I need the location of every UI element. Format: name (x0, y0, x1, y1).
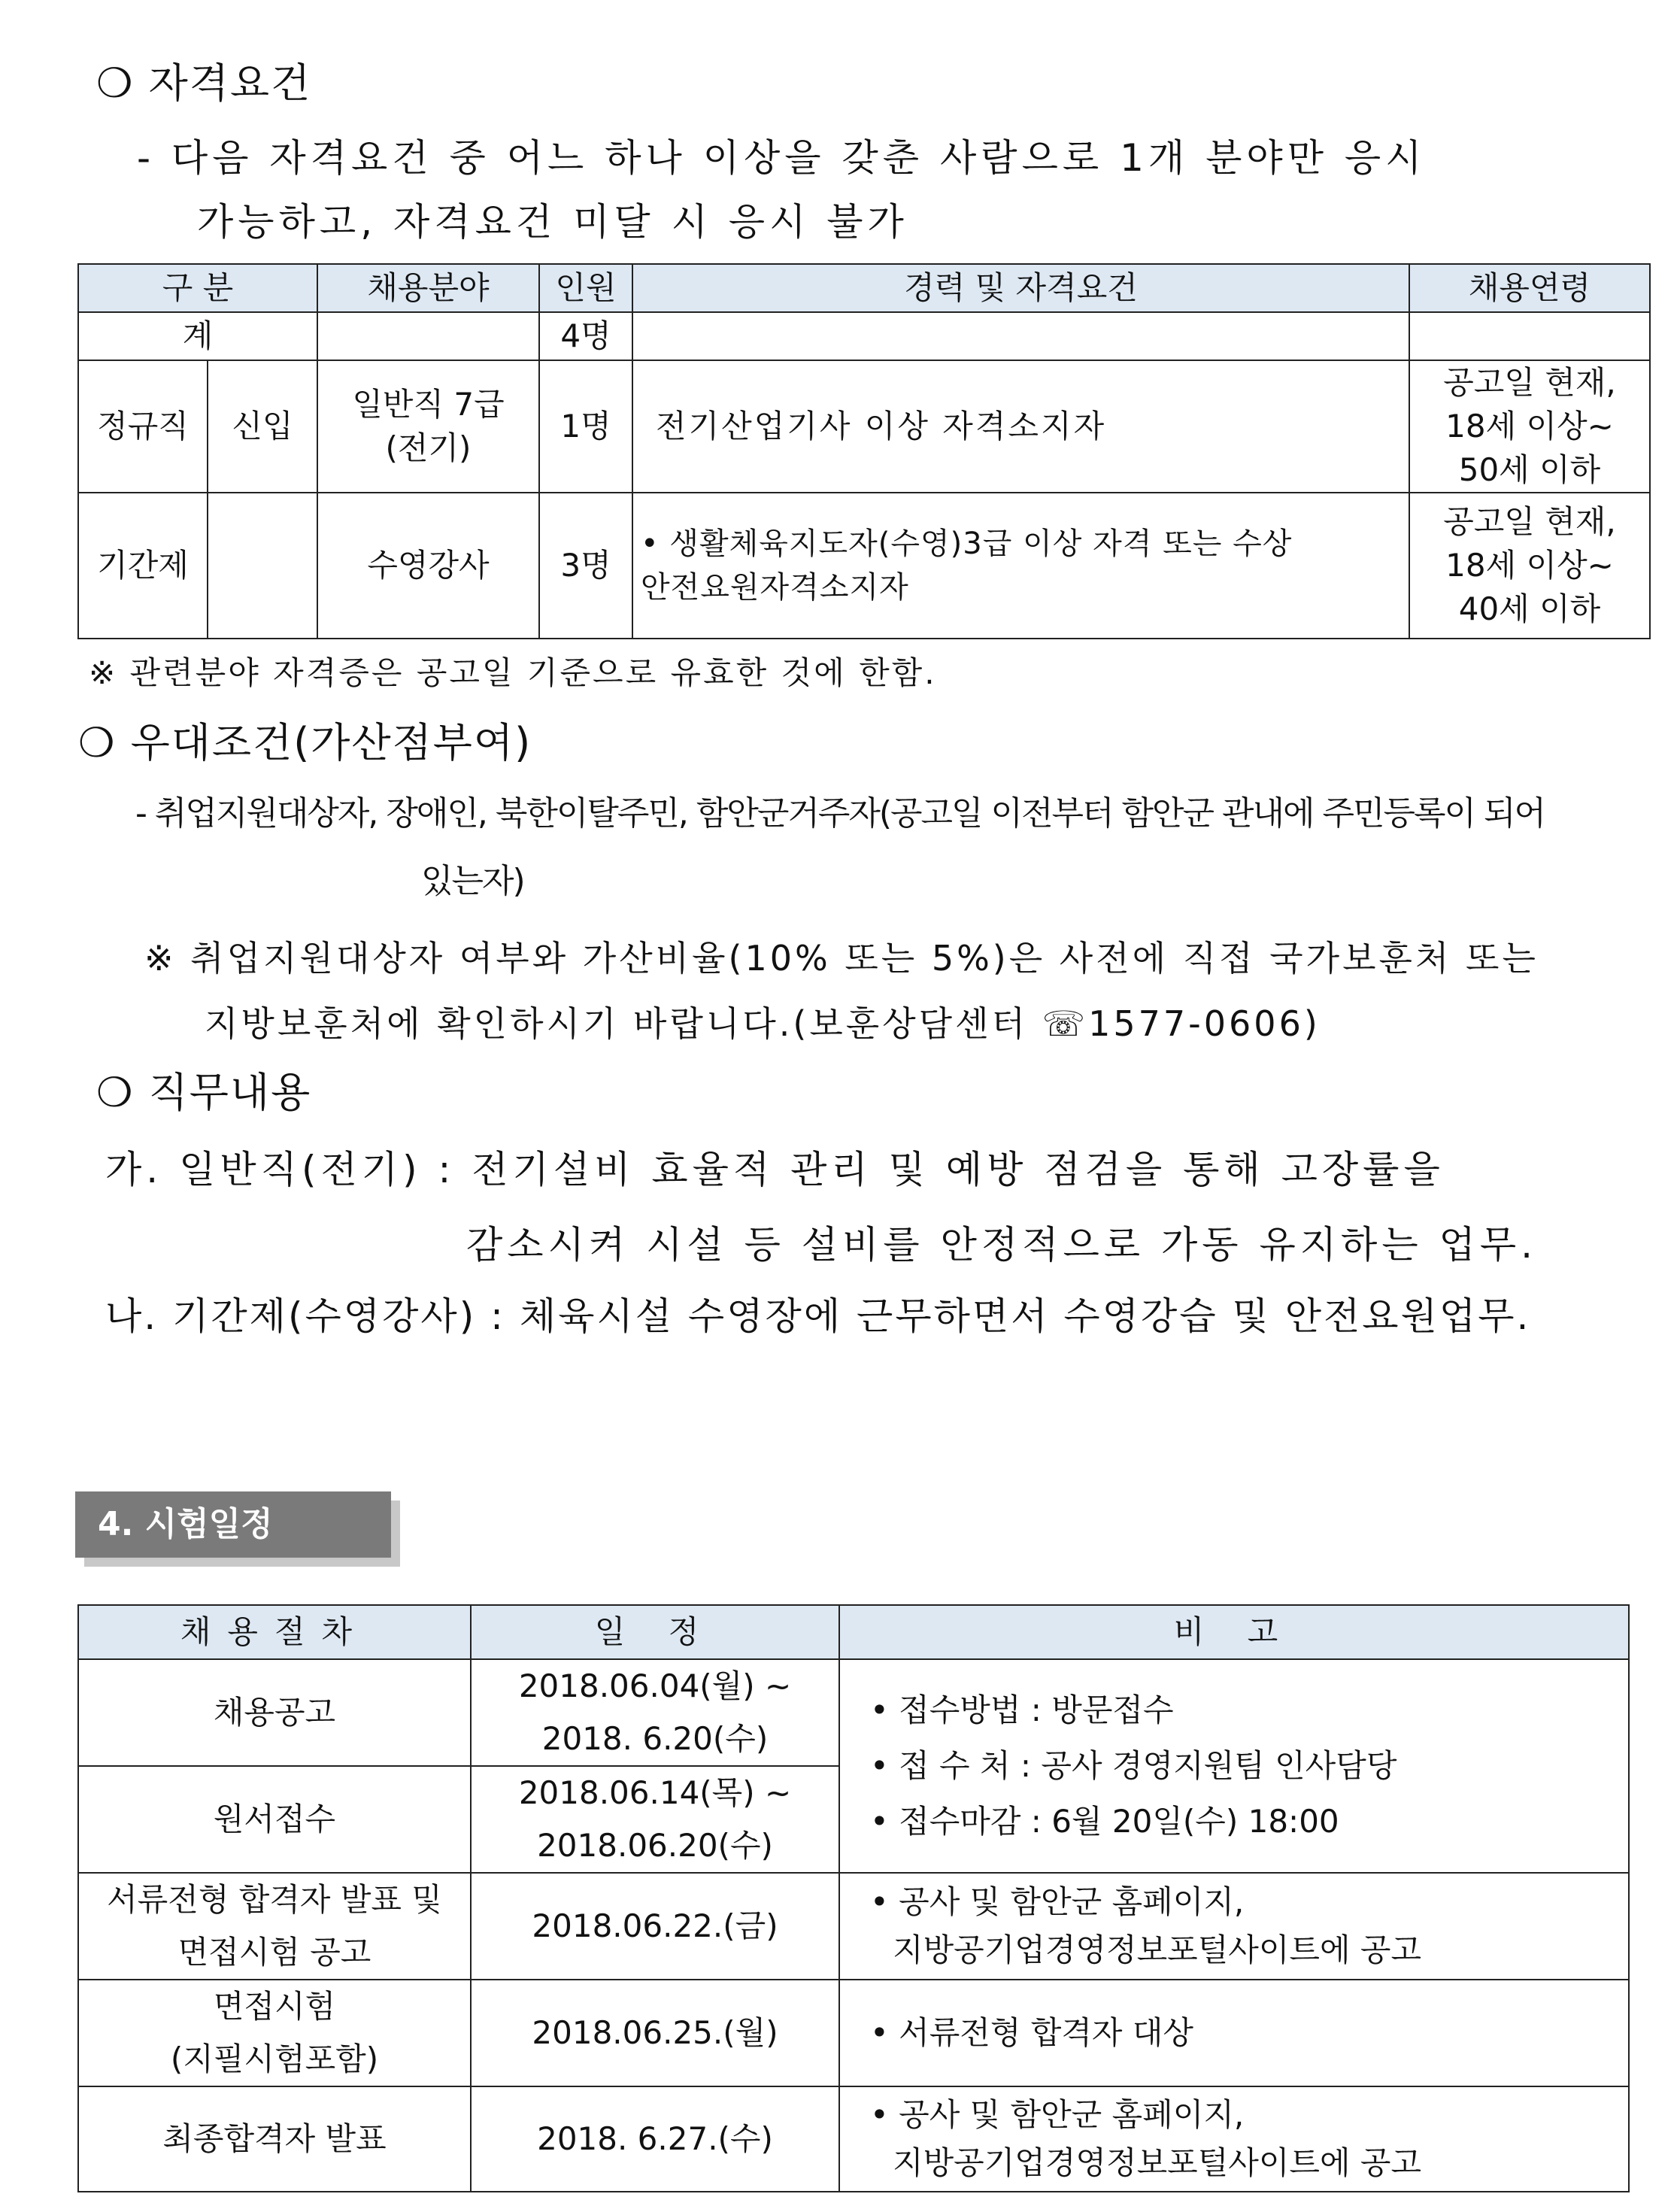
table-row (78, 360, 1650, 493)
schedule-note: • 서류전형 합격자 대상 (839, 1980, 1629, 2086)
schedule-date-line2: 2018. 6.20(수) (541, 1720, 769, 1757)
row-age-line2: 18세 이상~ (1445, 547, 1614, 584)
table-row (78, 1659, 1629, 1766)
schedule-date: 2018.06.22.(금) (471, 1873, 839, 1980)
section-badge-schedule: 4. 시험일정 (75, 1491, 391, 1558)
header-category: 구 분 (78, 264, 317, 312)
schedule-date-line1: 2018.06.14(목) ~ (518, 1774, 792, 1811)
duty-a-line1: 가. 일반직(전기) : 전기설비 효율적 관리 및 예방 점검을 통해 고장률을 (105, 1148, 1445, 1191)
qualification-desc-line1: - 다음 자격요건 중 어느 하나 이상을 갖춘 사람으로 1개 분야만 응시 (137, 136, 1427, 180)
row-sub: 신입 (208, 360, 317, 493)
duty-a-line2: 감소시켜 시설 등 설비를 안정적으로 가동 유지하는 업무. (466, 1223, 1538, 1267)
note-deadline: • 접수마감 : 6월 20일(수) 18:00 (870, 1803, 1339, 1840)
header-count: 인원 (539, 264, 632, 312)
table-row (78, 1873, 1629, 1980)
schedule-note (839, 1873, 1629, 1980)
schedule-step (78, 1873, 471, 1980)
table-note: ※ 관련분야 자격증은 공고일 기준으로 유효한 것에 한함. (89, 654, 937, 691)
qualification-desc-line2: 가능하고, 자격요건 미달 시 응시 불가 (197, 200, 908, 244)
schedule-step-line2: 면접시험 공고 (177, 1934, 371, 1971)
table-row (78, 2086, 1629, 2192)
row-req-line2: 안전요원자격소지자 (641, 570, 909, 605)
schedule-step-line2: (지필시험포함) (170, 2041, 379, 2077)
schedule-note-line2: 지방공기업경영정보포털사이트에 공고 (893, 2144, 1422, 2181)
row-req: 전기산업기사 이상 자격소지자 (632, 360, 1409, 493)
row-age (1409, 493, 1650, 639)
row-field-line1: 일반직 7급 (352, 386, 505, 423)
schedule-note (839, 2086, 1629, 2192)
schedule-date: 2018. 6.27.(수) (471, 2086, 839, 2192)
schedule-step-line1: 면접시험 (213, 1988, 336, 2025)
total-label: 계 (78, 312, 317, 360)
schedule-step: 채용공고 (78, 1659, 471, 1766)
schedule-note-merged (839, 1659, 1629, 1873)
total-count: 4명 (539, 312, 632, 360)
duty-b: 나. 기간제(수영강사) : 체육시설 수영장에 근무하면서 수영강습 및 안전요원업무. (105, 1294, 1531, 1338)
qualification-heading: ❍ 자격요건 (96, 59, 312, 107)
row-age-line1: 공고일 현재, (1443, 503, 1616, 540)
row-field: 수영강사 (317, 493, 539, 639)
schedule-step (78, 1980, 471, 2086)
row-field-line2: (전기) (385, 429, 472, 466)
preference-note1: ※ 취업지원대상자 여부와 가산비율(10% 또는 5%)은 사전에 직접 국가보훈처 또는 (144, 938, 1539, 979)
row-age-line3: 50세 이하 (1458, 451, 1601, 488)
row-age-line3: 40세 이하 (1458, 590, 1601, 627)
row-req-line1: • 생활체육지도자(수영)3급 이상 자격 또는 수상 (641, 526, 1293, 561)
row-type: 기간제 (78, 493, 208, 639)
row-field (317, 360, 539, 493)
header-note: 비 고 (839, 1605, 1629, 1659)
header-date: 일 정 (471, 1605, 839, 1659)
schedule-step-line1: 서류전형 합격자 발표 및 (107, 1881, 442, 1918)
row-req (632, 493, 1409, 639)
row-type: 정규직 (78, 360, 208, 493)
table-row (78, 1980, 1629, 2086)
row-age-line2: 18세 이상~ (1445, 408, 1614, 445)
row-age (1409, 360, 1650, 493)
schedule-date (471, 1766, 839, 1873)
total-req (632, 312, 1409, 360)
note-place: • 접 수 처 : 공사 경영지원팀 인사담당 (870, 1747, 1397, 1784)
qualification-table (77, 263, 1651, 639)
schedule-table (77, 1604, 1630, 2192)
schedule-note-line2: 지방공기업경영정보포털사이트에 공고 (893, 1931, 1422, 1968)
schedule-date (471, 1659, 839, 1766)
preference-line1: - 취업지원대상자, 장애인, 북한이탈주민, 함안군거주자(공고일 이전부터 함안군 관내에 주민등록이 되어 (135, 794, 1545, 833)
total-age (1409, 312, 1650, 360)
schedule-note-line1: • 공사 및 함안군 홈페이지, (870, 1883, 1245, 1920)
total-field (317, 312, 539, 360)
preference-heading: ❍ 우대조건(가산점부여) (78, 719, 532, 766)
row-age-line1: 공고일 현재, (1443, 364, 1616, 401)
header-requirements: 경력 및 자격요건 (632, 264, 1409, 312)
row-count: 1명 (539, 360, 632, 493)
schedule-date-line2: 2018.06.20(수) (537, 1827, 773, 1864)
preference-note2: 지방보훈처에 확인하시기 바랍니다.(보훈상담센터 ☏1577-0606) (205, 1003, 1321, 1044)
header-age: 채용연령 (1409, 264, 1650, 312)
schedule-date: 2018.06.25.(월) (471, 1980, 839, 2086)
schedule-date-line1: 2018.06.04(월) ~ (518, 1667, 792, 1704)
header-field: 채용분야 (317, 264, 539, 312)
row-sub (208, 493, 317, 639)
schedule-step: 최종합격자 발표 (78, 2086, 471, 2192)
schedule-note-line1: • 공사 및 함안군 홈페이지, (870, 2096, 1245, 2133)
row-count: 3명 (539, 493, 632, 639)
preference-line2: 있는자) (421, 862, 524, 900)
schedule-step: 원서접수 (78, 1766, 471, 1873)
header-step: 채용절차 (78, 1605, 471, 1659)
note-method: • 접수방법 : 방문접수 (870, 1692, 1174, 1728)
table-row (78, 493, 1650, 639)
duty-heading: ❍ 직무내용 (96, 1069, 312, 1116)
